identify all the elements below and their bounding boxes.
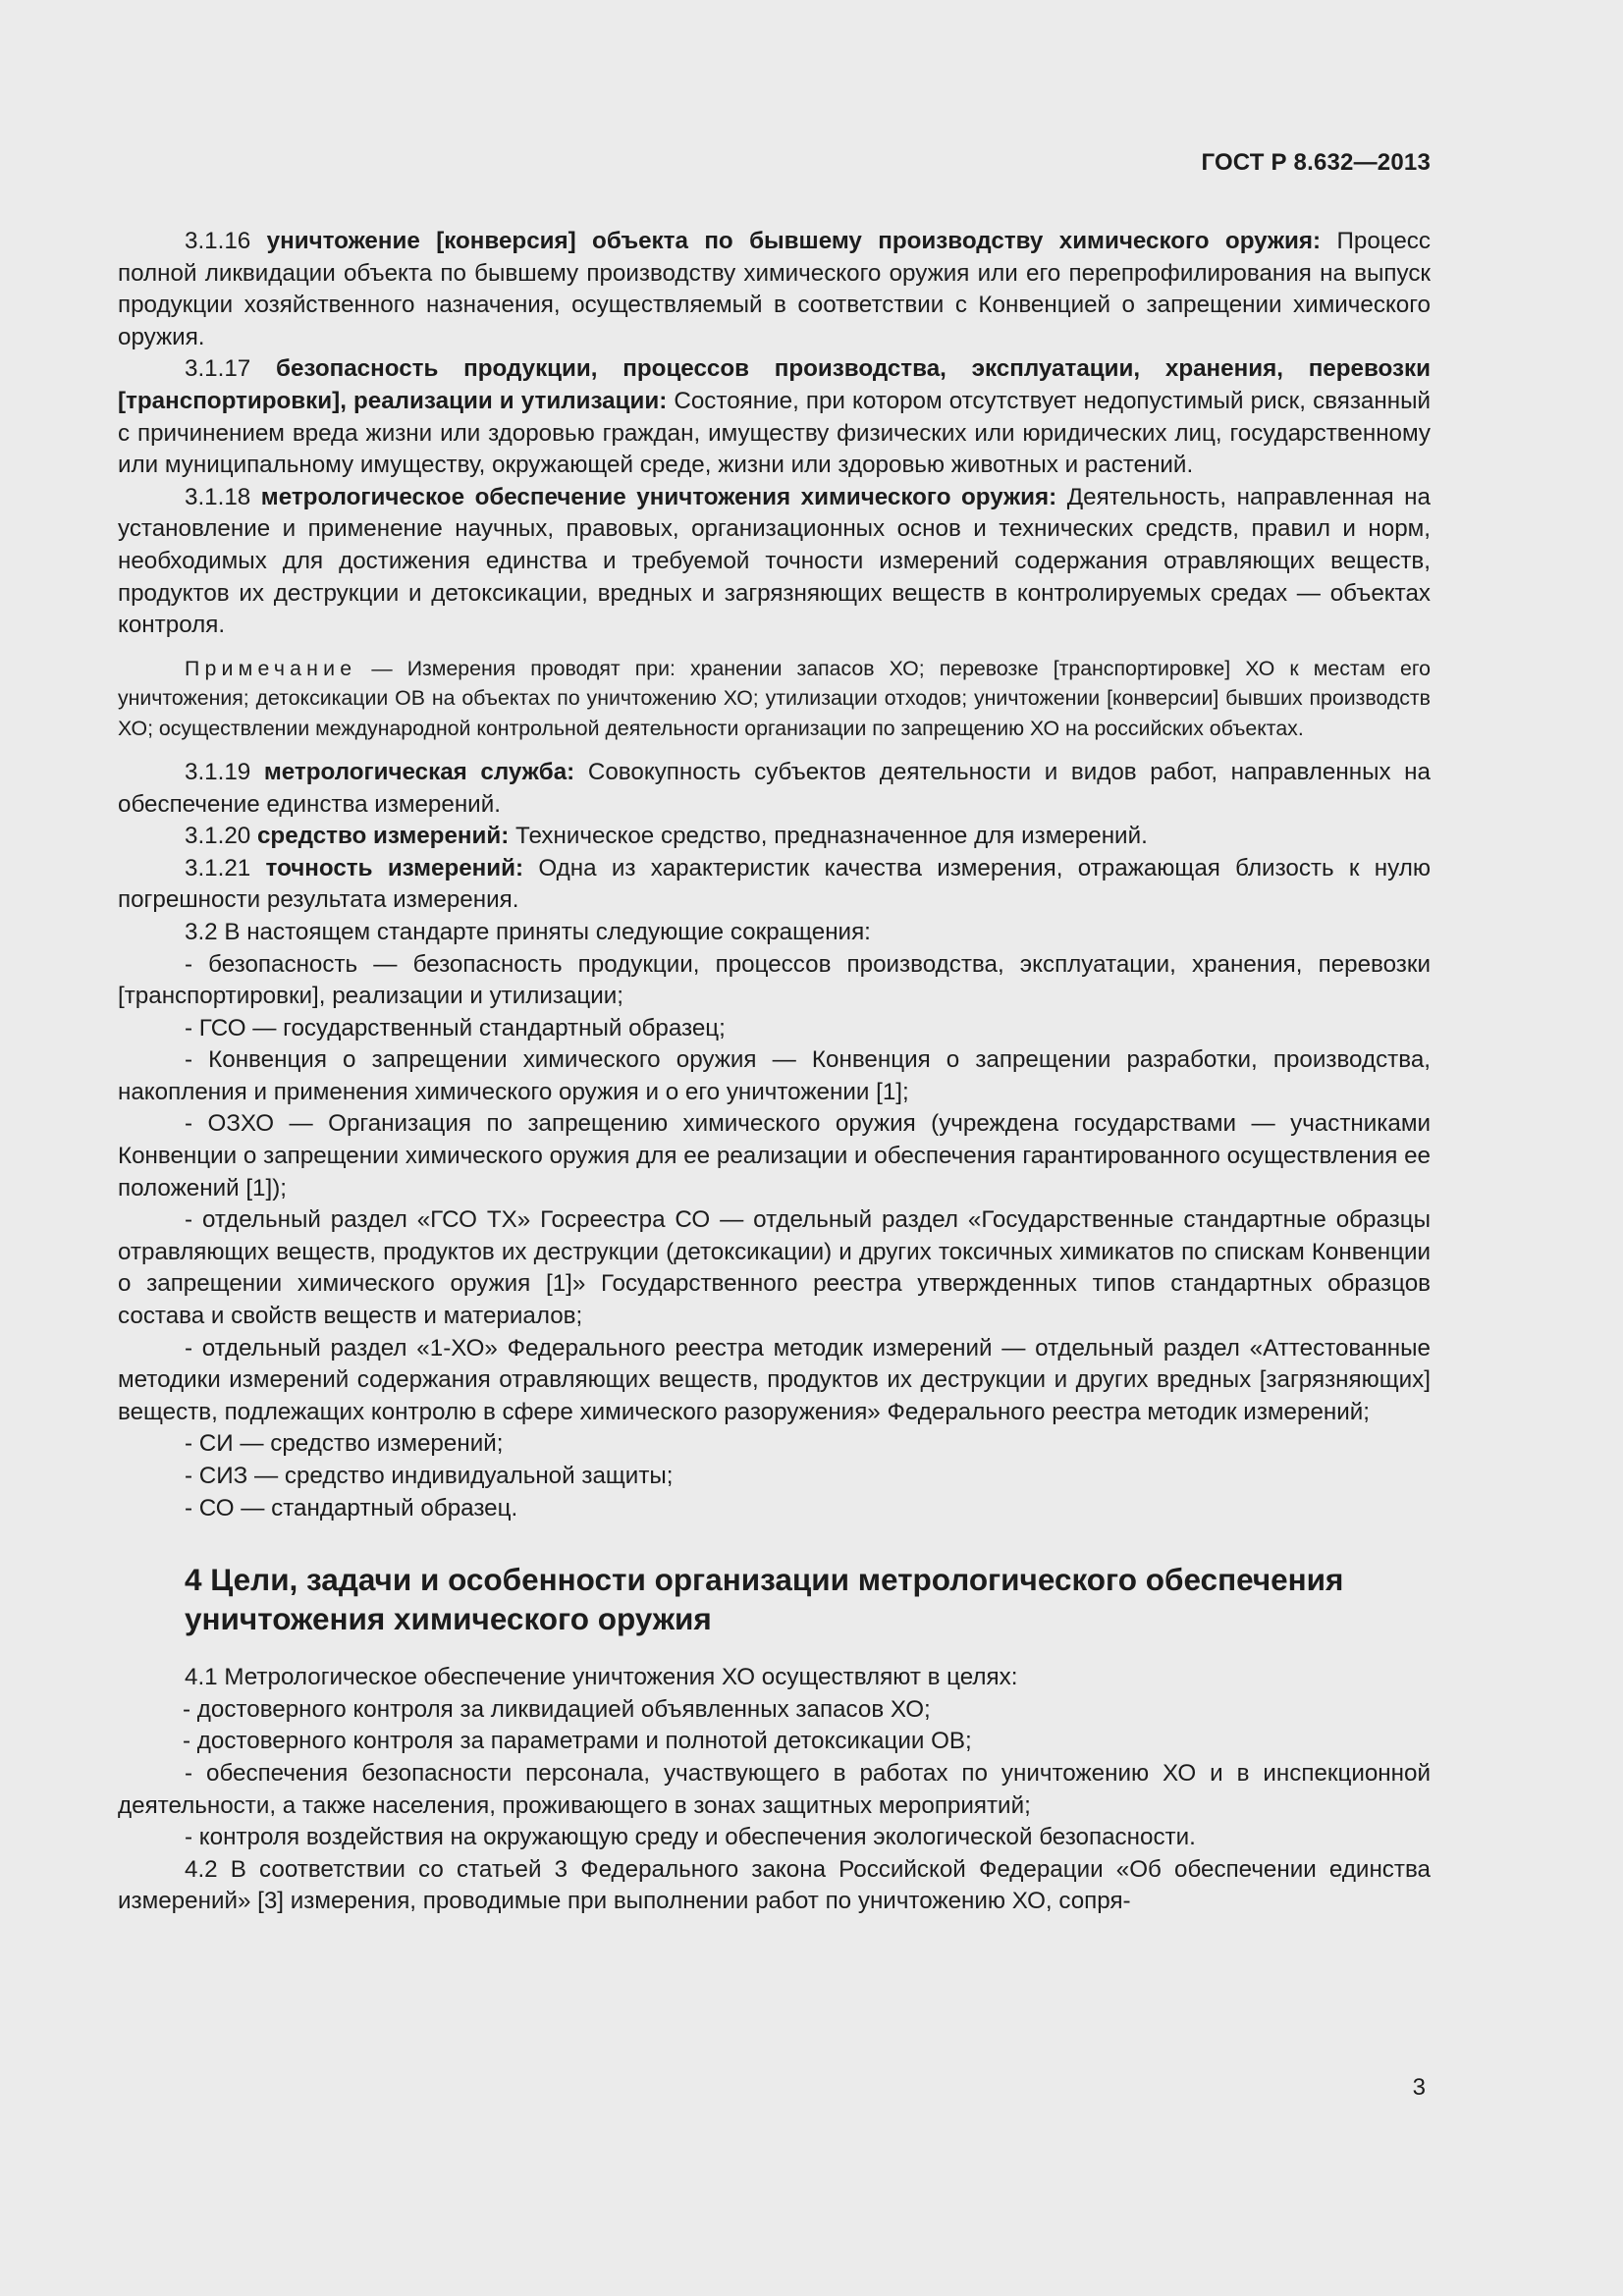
clause-number: 3.1.20 (185, 823, 251, 850)
definition: Процесс полной ликвидации объекта по бывшему производству химического оружия или его перепрофилирования на выпуск продукции хозяйственного назначения, осуществляемый в соответствии с Конвенцией о запрещении химического оружия. (118, 228, 1431, 350)
definition: Техническое средство, предназначенное для измерений. (515, 823, 1148, 850)
note (118, 654, 1431, 743)
term: точность измерений: (265, 854, 524, 881)
page-content (118, 226, 1431, 1918)
clause-number: 3.1.16 (185, 228, 251, 254)
paragraph-3-1-18 (118, 482, 1431, 642)
note-label: Примечание (185, 656, 357, 680)
paragraph-3-1-20 (118, 821, 1431, 853)
clause-number: 3.1.18 (185, 483, 251, 510)
abbreviation-item: - Конвенция о запрещении химического оружия — Конвенция о запрещении разработки, производства, накопления и применения химического оружия и о его уничтожении [1]; (118, 1046, 1431, 1105)
paragraph-3-1-19 (118, 757, 1431, 821)
goal-item: - достоверного контроля за параметрами и полнотой детоксикации ОВ; (183, 1728, 972, 1755)
paragraph-4-2: 4.2 В соответствии со статьей 3 Федерального закона Российской Федерации «Об обеспечении единства измерений» [3] измерения, проводимые при выполнении работ по уничтожению ХО, сопря- (118, 1855, 1431, 1915)
definition: Одна из характеристик качества измерения, отражающая близость к нулю погрешности результата измерения. (118, 854, 1431, 914)
term: метрологическое обеспечение уничтожения химического оружия: (260, 483, 1057, 510)
clause-number: 3.1.21 (185, 854, 251, 881)
paragraph-4-1: 4.1 Метрологическое обеспечение уничтожения ХО осуществляют в целях: (185, 1664, 1018, 1691)
abbreviation-item: - СИЗ — средство индивидуальной защиты; (185, 1463, 674, 1489)
note-text: — Измерения проводят при: хранении запасов ХО; перевозке [транспортировке] ХО к местам его уничтожения; детоксикации ОВ на объектах по уничтожению ХО; утилизации отходов; уничтожении [конверсии] бывших производств ХО; осуществлении международной контрольной деятельности организации по запрещению ХО на российских объектах. (118, 656, 1431, 740)
paragraph-3-1-17 (118, 353, 1431, 481)
abbreviation-item: - ОЗХО — Организация по запрещению химического оружия (учреждена государствами — участниками Конвенции о запрещении химического оружия для ее реализации и обеспечения гарантированного осуществления ее положений [1]); (118, 1110, 1431, 1201)
term: метрологическая служба: (263, 758, 575, 785)
definition: Состояние, при котором отсутствует недопустимый риск, связанный с причинением вреда жизни или здоровью граждан, имуществу физических или юридических лиц, государственному или муниципальному имуществу, окружающей среде, жизни или здоровью животных и растений. (118, 387, 1431, 479)
abbreviation-item: - отдельный раздел «1-ХО» Федерального реестра методик измерений — отдельный раздел «Аттестованные методики измерений содержания отравляющих веществ, продуктов их деструкции и других вредных [загрязняющих] веществ, подлежащих контролю в сфере химического разоружения» Федерального реестра методик измерений; (118, 1334, 1431, 1425)
paragraph-3-1-16 (118, 226, 1431, 353)
clause-number: 3.1.19 (185, 758, 251, 785)
goal-item: - контроля воздействия на окружающую среду и обеспечения экологической безопасности. (185, 1824, 1196, 1851)
abbreviation-item: - СИ — средство измерений; (185, 1430, 504, 1458)
goal-item: - обеспечения безопасности персонала, участвующего в работах по уничтожению ХО и в инспекционной деятельности, а также населения, проживающего в зонах защитных мероприятий; (118, 1759, 1431, 1819)
clause-number: 3.1.17 (185, 355, 251, 383)
page-number: 3 (1412, 2074, 1426, 2101)
abbreviation-item: - безопасность — безопасность продукции, процессов производства, эксплуатации, хранения, перевозки [транспортировки], реализации и утилизации; (118, 950, 1431, 1010)
abbreviation-item: - ГСО — государственный стандартный образец; (185, 1014, 726, 1041)
definition: Деятельность, направленная на установление и применение научных, правовых, организационных основ и технических средств, правил и норм, необходимых для достижения единства и требуемой точности измерений содержания отравляющих веществ, продуктов их деструкции и детоксикации, вредных и загрязняющих веществ в контролируемых средах — объектах контроля. (118, 483, 1431, 639)
document-code: ГОСТ Р 8.632—2013 (1201, 149, 1431, 176)
term: безопасность продукции, процессов производства, эксплуатации, хранения, перевозки [транспортировки], реализации и утилизации: (118, 355, 1431, 414)
abbreviation-item: - отдельный раздел «ГСО ТХ» Госреестра СО — отдельный раздел «Государственные стандартные образцы отравляющих веществ, продуктов их деструкции (детоксикации) и других токсичных химикатов по спискам Конвенции о запрещении химического оружия [1]» Государственного реестра утвержденных типов стандартных образцов состава и свойств веществ и материалов; (118, 1206, 1431, 1330)
definition: Совокупность субъектов деятельности и видов работ, направленных на обеспечение единства измерений. (118, 758, 1431, 818)
term: уничтожение [конверсия] объекта по бывшему производству химического оружия: (266, 228, 1322, 254)
term: средство измерений: (256, 823, 510, 850)
paragraph-3-1-21 (118, 853, 1431, 917)
abbreviation-item: - СО — стандартный образец. (185, 1494, 518, 1522)
goal-item: - достоверного контроля за ликвидацией объявленных запасов ХО; (183, 1695, 931, 1723)
paragraph-3-2: 3.2 В настоящем стандарте приняты следующие сокращения: (185, 918, 871, 945)
section-heading: 4 Цели, задачи и особенности организации метрологического обеспечения уничтожения химического оружия (185, 1562, 1344, 1637)
